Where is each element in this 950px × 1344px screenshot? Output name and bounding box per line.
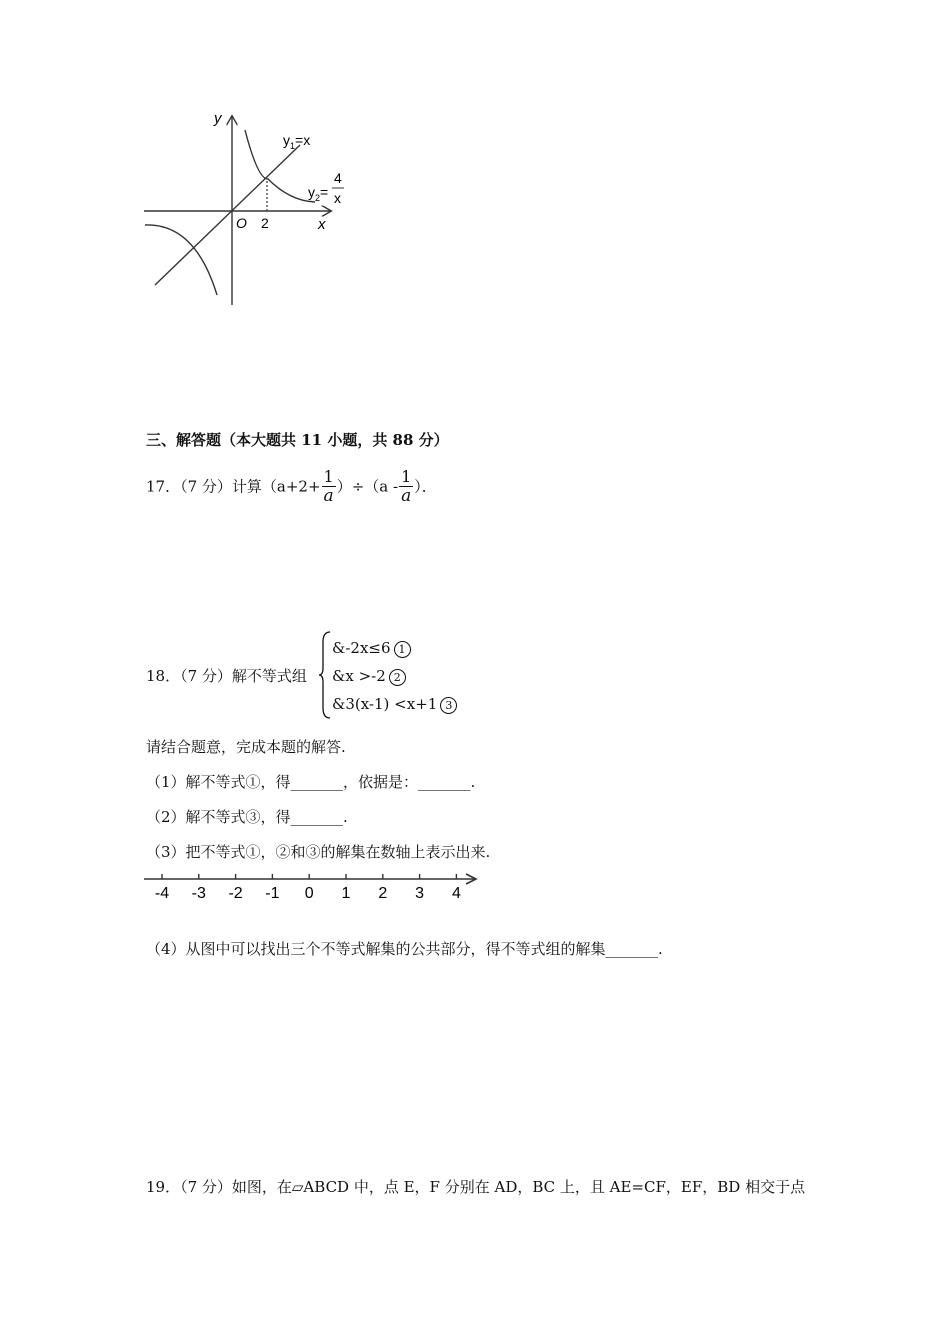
q18-part-1: （1）解不等式①，得_______，依据是：_______.: [146, 773, 476, 791]
circle-2-icon: 2: [389, 669, 406, 686]
circle-3-icon: 3: [440, 697, 457, 714]
q17-fraction-2: $\frac{1}{a}$: [401, 467, 412, 506]
y2-denominator: x: [334, 190, 341, 206]
q17-mid: ）÷（a -: [336, 477, 399, 496]
q18-line-3: &3(x-1) <x+1 3: [332, 690, 457, 718]
origin-label: O: [236, 215, 247, 231]
q18-system: [332, 634, 457, 718]
q17-fraction-1: $\frac{1}{a}$: [323, 467, 334, 506]
number-line-tick-label: 2: [378, 885, 388, 902]
number-line-tick-label: 4: [451, 885, 461, 902]
x-axis-label: x: [318, 216, 326, 233]
q18-part-4: （4）从图中可以找出三个不等式解集的公共部分，得不等式组的解集_______.: [146, 940, 663, 958]
q17-prefix: 17．（7 分）计算（a+2+: [146, 477, 321, 496]
y2-numerator: 4: [334, 170, 342, 186]
circle-1-icon: 1: [394, 641, 411, 658]
q17-suffix: ）．: [414, 477, 437, 496]
y1-label: $y_1=x$: [283, 132, 311, 151]
number-line-tick-label: -3: [191, 885, 206, 902]
q18-line-2: &x >-2 2: [332, 662, 457, 690]
q18-instruction: 请结合题意，完成本题的解答.: [146, 738, 346, 756]
q18-part-2: （2）解不等式③，得_______.: [146, 808, 348, 826]
section-title: 三、解答题（本大题共 11 小题，共 88 分）: [146, 431, 449, 449]
number-line-tick-label: -4: [154, 885, 170, 902]
y2-label: $y_2=$: [308, 184, 329, 203]
brace-icon: [318, 630, 332, 720]
number-line-tick-label: 0: [304, 885, 314, 902]
number-line-tick-label: -1: [265, 885, 280, 902]
line-y1: [155, 145, 300, 285]
function-graph: [140, 105, 360, 315]
question-17: [146, 468, 437, 505]
q18-line-1: &-2x≤6 1: [332, 634, 457, 662]
tick-2-label: 2: [261, 215, 269, 231]
number-line-tick-label: 3: [415, 885, 425, 902]
q18-part-3: （3）把不等式①，②和③的解集在数轴上表示出来.: [146, 843, 491, 861]
question-19: 19．（7 分）如图，在▱ABCD 中，点 E，F 分别在 AD，BC 上，且 AE=CF，EF，BD 相交于点: [146, 1178, 806, 1196]
q18-prefix: 18．（7 分）解不等式组: [146, 667, 307, 685]
y-axis-label: y: [214, 110, 222, 127]
number-line-tick-label: -2: [228, 885, 243, 902]
number-line-tick-label: 1: [341, 885, 351, 902]
number-line: [140, 868, 490, 904]
